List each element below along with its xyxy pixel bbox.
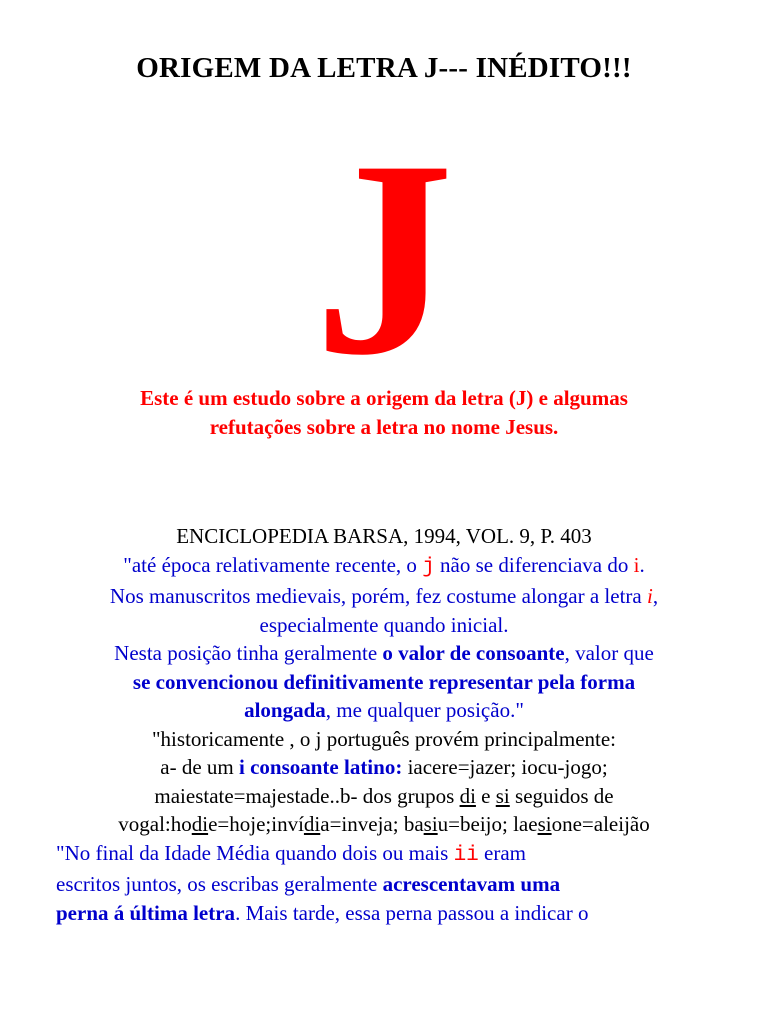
quote-line-6: [20, 696, 748, 725]
text: escritos juntos, os escribas geralmente: [56, 872, 383, 896]
text: Nos manuscritos medievais, porém, fez costume alongar a letra: [109, 584, 647, 608]
underlined: si: [537, 812, 552, 836]
intro-line-2: refutações sobre a letra no nome Jesus.: [209, 415, 559, 439]
text: não se diferenciava do: [434, 552, 634, 577]
quote-line-12: [20, 870, 748, 899]
quote-line-4: [20, 639, 748, 668]
text: , me qualquer posição.": [325, 698, 524, 722]
intro-paragraph: [40, 384, 728, 442]
citation: ENCICLOPEDIA BARSA, 1994, VOL. 9, P. 403: [176, 524, 592, 548]
text: u=beijo; lae: [437, 812, 538, 836]
quote-line-10: [20, 810, 748, 839]
text: maiestate=majestade..b- dos grupos: [154, 783, 460, 808]
text: e: [475, 783, 496, 808]
text: "até época relativamente recente, o: [123, 552, 423, 577]
quote-line-5: [20, 668, 748, 697]
letter-j: j: [422, 555, 435, 579]
quote-body: [20, 522, 748, 927]
quote-line-2: [20, 582, 748, 611]
letter-i: i: [633, 552, 640, 577]
text: a=inveja; ba: [320, 812, 424, 836]
quote-line-1: [20, 551, 748, 583]
quote-line-11: [20, 839, 748, 871]
emphasis: acrescentavam uma: [382, 872, 561, 896]
text: one=aleijão: [551, 812, 650, 836]
underlined: si: [495, 783, 510, 808]
text: iacere=jazer; iocu-jogo;: [402, 755, 608, 779]
text: Nesta posição tinha geralmente: [114, 641, 383, 665]
emphasis: perna á última letra: [56, 900, 236, 925]
intro-line-1: Este é um estudo sobre a origem da letra (J) e algumas: [140, 386, 628, 410]
quote-line-3: especialmente quando inicial.: [259, 612, 509, 637]
text: , valor que: [564, 641, 654, 665]
big-letter-j: J: [314, 102, 454, 413]
text: . Mais tarde, essa perna passou a indicar o: [235, 900, 589, 925]
underlined: si: [423, 812, 438, 836]
text: .: [639, 552, 645, 577]
text: vogal:ho: [118, 812, 192, 836]
underlined: di: [303, 812, 321, 836]
text: seguidos de: [509, 783, 614, 808]
double-i: ii: [453, 843, 479, 867]
emphasis: se convencionou definitivamente representar pela forma: [132, 669, 636, 694]
quote-line-13: [20, 899, 748, 928]
text: a- de um: [160, 755, 239, 779]
underlined: di: [191, 812, 209, 836]
emphasis: o valor de consoante: [382, 641, 565, 665]
underlined: di: [459, 783, 476, 808]
text: "No final da Idade Média quando dois ou mais: [56, 840, 454, 865]
emphasis: i consoante latino:: [238, 755, 403, 779]
text: e=hoje;inví: [208, 812, 304, 836]
text: eram: [478, 840, 527, 865]
quote-line-8: [20, 753, 748, 782]
quote-line-9: [20, 782, 748, 811]
letter-i-italic: i: [646, 584, 653, 608]
page-title: ORIGEM DA LETRA J--- INÉDITO!!!: [136, 52, 632, 84]
quote-line-7: "historicamente , o j português provém principalmente:: [151, 726, 617, 751]
text: ,: [652, 584, 659, 608]
emphasis: alongada: [244, 698, 326, 722]
